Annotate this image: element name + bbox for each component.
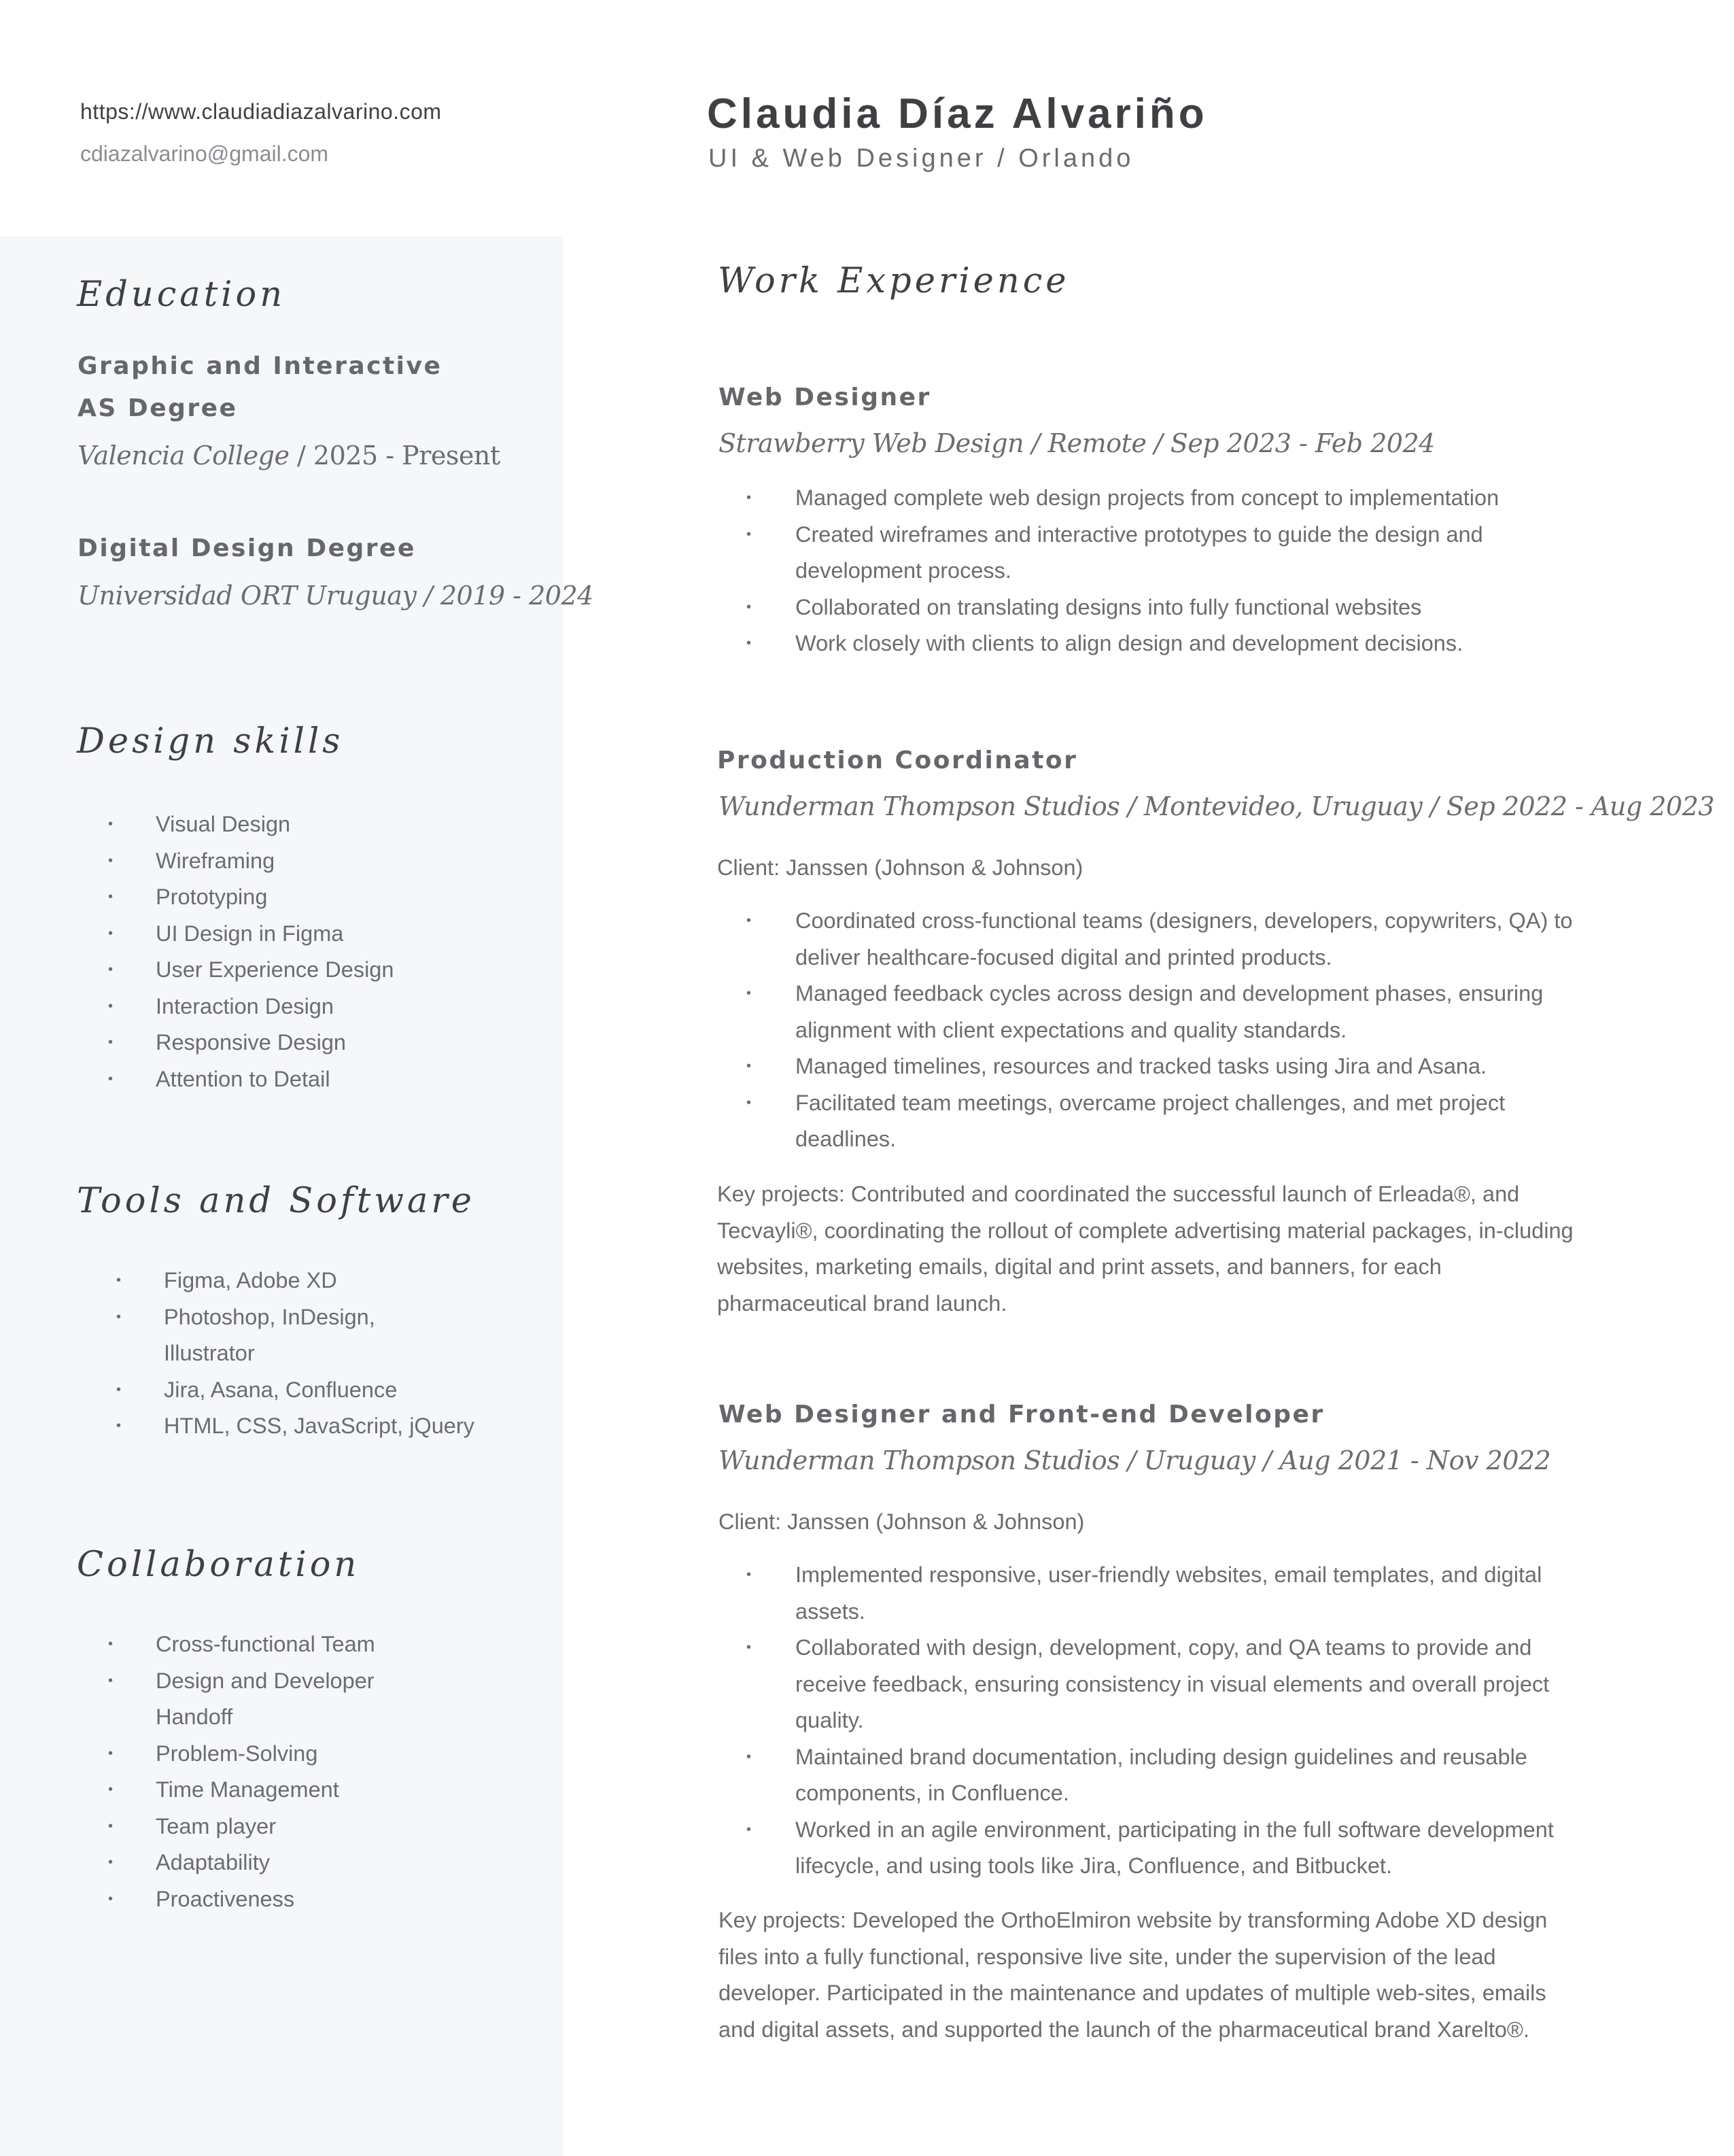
list-item: • Time Management [156, 1772, 428, 1809]
list-item: • Team player [156, 1809, 428, 1845]
list-item: • Maintained brand documentation, including design guidelines and reusable components, in Confluence. [795, 1739, 1591, 1812]
list-item: • Proactiveness [156, 1881, 428, 1918]
job-subtitle: UI & Web Designer / Orlando [708, 144, 1134, 173]
list-item: • Photoshop, InDesign, Illustrator [164, 1299, 409, 1372]
design-skills-heading: Design skills [77, 721, 344, 762]
job-client-3: Client: Janssen (Johnson & Johnson) [718, 1509, 1085, 1534]
list-item: • Collaborated on translating designs into fully functional websites [795, 589, 1591, 626]
job-2-bullets [795, 903, 1591, 1158]
job-1-bullets [795, 480, 1591, 662]
list-item: • Managed timelines, resources and tracked tasks using Jira and Asana. [795, 1048, 1591, 1085]
list-item: • Coordinated cross-functional teams (designers, developers, copywriters, QA) to deliver healthcare-focused digital and printed products. [795, 903, 1591, 976]
list-item: • Adaptability [156, 1845, 428, 1881]
tools-heading: Tools and Software [77, 1181, 475, 1221]
list-item: • Collaborated with design, development, copy, and QA teams to provide and receive feedback, ensuring consistency in visual elements and overall project quality. [795, 1630, 1591, 1739]
page-title: Claudia Díaz Alvariño [707, 90, 1208, 137]
job-client-2: Client: Janssen (Johnson & Johnson) [717, 855, 1083, 880]
list-item: • Cross-functional Team [156, 1626, 428, 1663]
education-degree-2: Digital Design Degree [77, 534, 416, 562]
list-item: • Facilitated team meetings, overcame project challenges, and met project deadlines. [795, 1085, 1591, 1158]
list-item: • Implemented responsive, user-friendly websites, email templates, and digital assets. [795, 1557, 1591, 1630]
list-item: • Problem-Solving [156, 1736, 428, 1773]
list-item: • Figma, Adobe XD [164, 1263, 490, 1299]
list-item: • Visual Design [156, 806, 394, 843]
work-experience-heading: Work Experience [718, 261, 1070, 301]
list-item: • Work closely with clients to align design and development decisions. [795, 626, 1591, 662]
job-role-2: Production Coordinator [717, 747, 1078, 774]
education-degree-1-line-1: Graphic and Interactive [77, 352, 443, 380]
job-3-bullets [795, 1557, 1591, 1885]
education-school-2 [77, 581, 593, 611]
collaboration-list [156, 1626, 428, 1917]
list-item: • Worked in an agile environment, participating in the full software development lifecycle, and using tools like Jira, Confluence, and Bitbucket. [795, 1812, 1591, 1885]
list-item: • Responsive Design [156, 1025, 394, 1061]
school-name: Universidad ORT Uruguay [77, 581, 417, 611]
job-role-3: Web Designer and Front-end Developer [718, 1401, 1325, 1428]
list-item: • UI Design in Figma [156, 916, 394, 953]
website-link[interactable]: https://www.claudiadiazalvarino.com [80, 99, 442, 124]
education-degree-1-line-2: AS Degree [77, 394, 238, 422]
list-item: • Interaction Design [156, 989, 394, 1025]
email-link[interactable]: cdiazalvarino@gmail.com [80, 141, 329, 166]
list-item: • Wireframing [156, 843, 394, 880]
design-skills-list [156, 806, 394, 1097]
job-meta-1: Strawberry Web Design / Remote / Sep 2023 - Feb 2024 [718, 428, 1435, 458]
list-item: • Design and Developer Handoff [156, 1663, 414, 1736]
job-meta-3: Wunderman Thompson Studios / Uruguay / Aug 2021 - Nov 2022 [718, 1445, 1551, 1475]
school-name: Valencia College [77, 441, 290, 470]
education-heading: Education [77, 275, 286, 315]
school-years: / 2019 - 2024 [416, 581, 593, 611]
list-item: • Managed complete web design projects from concept to implementation [795, 480, 1591, 517]
list-item: • User Experience Design [156, 952, 394, 989]
job-role-1: Web Designer [718, 383, 931, 411]
job-2-key-projects: Key projects: Contributed and coordinated the successful launch of Erleada®, and Tecvayli®, coordinating the rollout of complete advertising material packages, in-cluding websites, marketing emails, digital and print assets, and banners, for each pharmaceutical brand launch. [717, 1182, 1574, 1316]
collaboration-heading: Collaboration [77, 1545, 360, 1585]
list-item: • Created wireframes and interactive prototypes to guide the design and development process. [795, 517, 1591, 589]
job-meta-2: Wunderman Thompson Studios / Montevideo, Uruguay / Sep 2022 - Aug 2023 [718, 791, 1714, 821]
tools-list [164, 1263, 490, 1445]
list-item: • Attention to Detail [156, 1061, 394, 1098]
list-item: • Jira, Asana, Confluence [164, 1372, 490, 1409]
school-years: / 2025 - Present [289, 441, 500, 470]
list-item: • Managed feedback cycles across design and development phases, ensuring alignment with client expectations and quality standards. [795, 976, 1591, 1048]
list-item: • HTML, CSS, JavaScript, jQuery [164, 1408, 490, 1445]
list-item: • Prototyping [156, 879, 394, 916]
education-school-1 [77, 441, 500, 470]
job-3-key-projects: Key projects: Developed the OrthoElmiron website by transforming Adobe XD design files into a fully functional, responsive live site, under the supervision of the lead developer. Participated in the maintenance and updates of multiple web-sites, emails and digital assets, and supported the launch of the pharmaceutical brand Xarelto®. [718, 1908, 1548, 2042]
